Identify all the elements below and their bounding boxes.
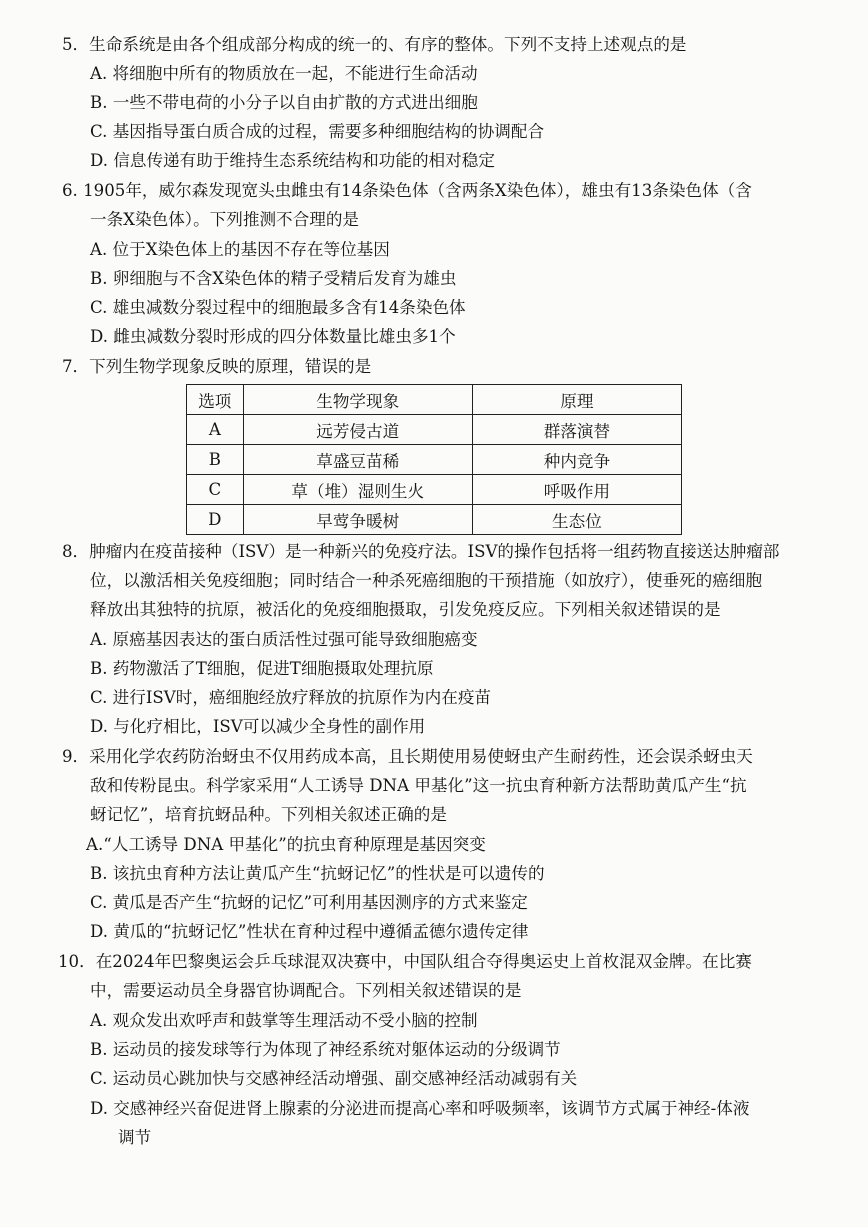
- q7-cell-phenomenon: 早莺争暖树: [243, 505, 472, 535]
- q5-option-c: C. 基因指导蛋白质合成的过程，需要多种细胞结构的协调配合: [90, 122, 545, 141]
- q6-stem-line2: 一条X染色体）。下列推测不合理的是: [90, 210, 360, 229]
- q7-header-phenomenon: 生物学现象: [243, 385, 472, 415]
- q6-option-b: B. 卵细胞与不含X染色体的精子受精后发育为雄虫: [90, 269, 457, 288]
- q9-stem-line2: 敌和传粉昆虫。科学家采用“人工诱导 DNA 甲基化”这一抗虫育种新方法帮助黄瓜产生“抗: [90, 776, 747, 795]
- q6-option-a: A. 位于X染色体上的基因不存在等位基因: [90, 240, 390, 259]
- q9-option-c: C. 黄瓜是否产生“抗蚜的记忆”可利用基因测序的方式来鉴定: [90, 893, 528, 912]
- q7-header-principle: 原理: [472, 385, 681, 415]
- q8-option-a: A. 原癌基因表达的蛋白质活性过强可能导致细胞癌变: [90, 630, 478, 649]
- q9-option-a: A.“人工诱导 DNA 甲基化”的抗虫育种原理是基因突变: [86, 835, 486, 854]
- q7-cell-phenomenon: 远芳侵古道: [243, 415, 472, 445]
- q6-option-d: D. 雌虫减数分裂时形成的四分体数量比雄虫多1个: [90, 327, 456, 346]
- q5-option-d: D. 信息传递有助于维持生态系统结构和功能的相对稳定: [90, 151, 495, 170]
- q7-cell-phenomenon: 草（堆）湿则生火: [243, 475, 472, 505]
- q7-table-row: [187, 415, 682, 445]
- q7-cell-phenomenon: 草盛豆苗稀: [243, 445, 472, 475]
- q8-option-c: C. 进行ISV时，癌细胞经放疗释放的抗原作为内在疫苗: [90, 688, 492, 707]
- q7-cell-principle: 生态位: [472, 505, 681, 535]
- q7-cell-option: B: [187, 445, 244, 475]
- q7-cell-principle: 种内竞争: [472, 445, 681, 475]
- q10-stem-line2: 中，需要运动员全身器官协调配合。下列相关叙述错误的是: [90, 981, 522, 1000]
- q7-table-row: [187, 475, 682, 505]
- q9-stem-line1: 9．采用化学农药防治蚜虫不仅用药成本高，且长期使用易使蚜虫产生耐药性，还会误杀蚜虫天: [62, 747, 753, 766]
- q7-stem: 7．下列生物学现象反映的原理，错误的是: [62, 357, 372, 376]
- q7-table-row: [187, 505, 682, 535]
- q7-cell-option: C: [187, 475, 244, 505]
- q6-stem-line1: 6. 1905年，威尔森发现宽头虫雌虫有14条染色体（含两条X染色体），雄虫有13条染色体（含: [62, 181, 752, 200]
- q7-table-row: [187, 445, 682, 475]
- q9-option-b: B. 该抗虫育种方法让黄瓜产生“抗蚜记忆”的性状是可以遗传的: [90, 864, 545, 883]
- q10-stem-line1: 10．在2024年巴黎奥运会乒乓球混双决赛中，中国队组合夺得奥运史上首枚混双金牌。在比赛: [58, 952, 752, 971]
- q5-option-b: B. 一些不带电荷的小分子以自由扩散的方式进出细胞: [90, 93, 478, 112]
- q7-cell-principle: 呼吸作用: [472, 475, 681, 505]
- q7-cell-option: A: [187, 415, 244, 445]
- q10-option-b: B. 运动员的接发球等行为体现了神经系统对躯体运动的分级调节: [90, 1040, 561, 1059]
- q7-table: [186, 384, 682, 535]
- q8-stem-line1: 8．肿瘤内在疫苗接种（ISV）是一种新兴的免疫疗法。ISV的操作包括将一组药物直接送达肿瘤部: [62, 542, 780, 561]
- q10-option-d-continuation: 调节: [118, 1128, 152, 1147]
- q10-option-d: D. 交感神经兴奋促进肾上腺素的分泌进而提高心率和呼吸频率，该调节方式属于神经-体液: [90, 1099, 750, 1118]
- q5-stem: 5．生命系统是由各个组成部分构成的统一的、有序的整体。下列不支持上述观点的是: [62, 35, 687, 54]
- q8-option-b: B. 药物激活了T细胞，促进T细胞摄取处理抗原: [90, 659, 434, 678]
- q10-option-a: A. 观众发出欢呼声和鼓掌等生理活动不受小脑的控制: [90, 1011, 478, 1030]
- q6-option-c: C. 雄虫减数分裂过程中的细胞最多含有14条染色体: [90, 298, 466, 317]
- q9-stem-line3: 蚜记忆”，培育抗蚜品种。下列相关叙述正确的是: [90, 805, 447, 824]
- q7-cell-option: D: [187, 505, 244, 535]
- q5-option-a: A. 将细胞中所有的物质放在一起，不能进行生命活动: [90, 64, 478, 83]
- q7-cell-principle: 群落演替: [472, 415, 681, 445]
- q8-stem-line2: 位，以激活相关免疫细胞；同时结合一种杀死癌细胞的干预措施（如放疗），使垂死的癌细胞: [90, 571, 763, 590]
- q7-table-header-row: [187, 385, 682, 415]
- q8-stem-line3: 释放出其独特的抗原，被活化的免疫细胞摄取，引发免疫反应。下列相关叙述错误的是: [90, 600, 721, 619]
- q10-option-c: C. 运动员心跳加快与交感神经活动增强、副交感神经活动减弱有关: [90, 1069, 578, 1088]
- q9-option-d: D. 黄瓜的“抗蚜记忆”性状在育种过程中遵循孟德尔遗传定律: [90, 922, 529, 941]
- q8-option-d: D. 与化疗相比，ISV可以减少全身性的副作用: [90, 717, 426, 736]
- q7-header-option: 选项: [187, 385, 244, 415]
